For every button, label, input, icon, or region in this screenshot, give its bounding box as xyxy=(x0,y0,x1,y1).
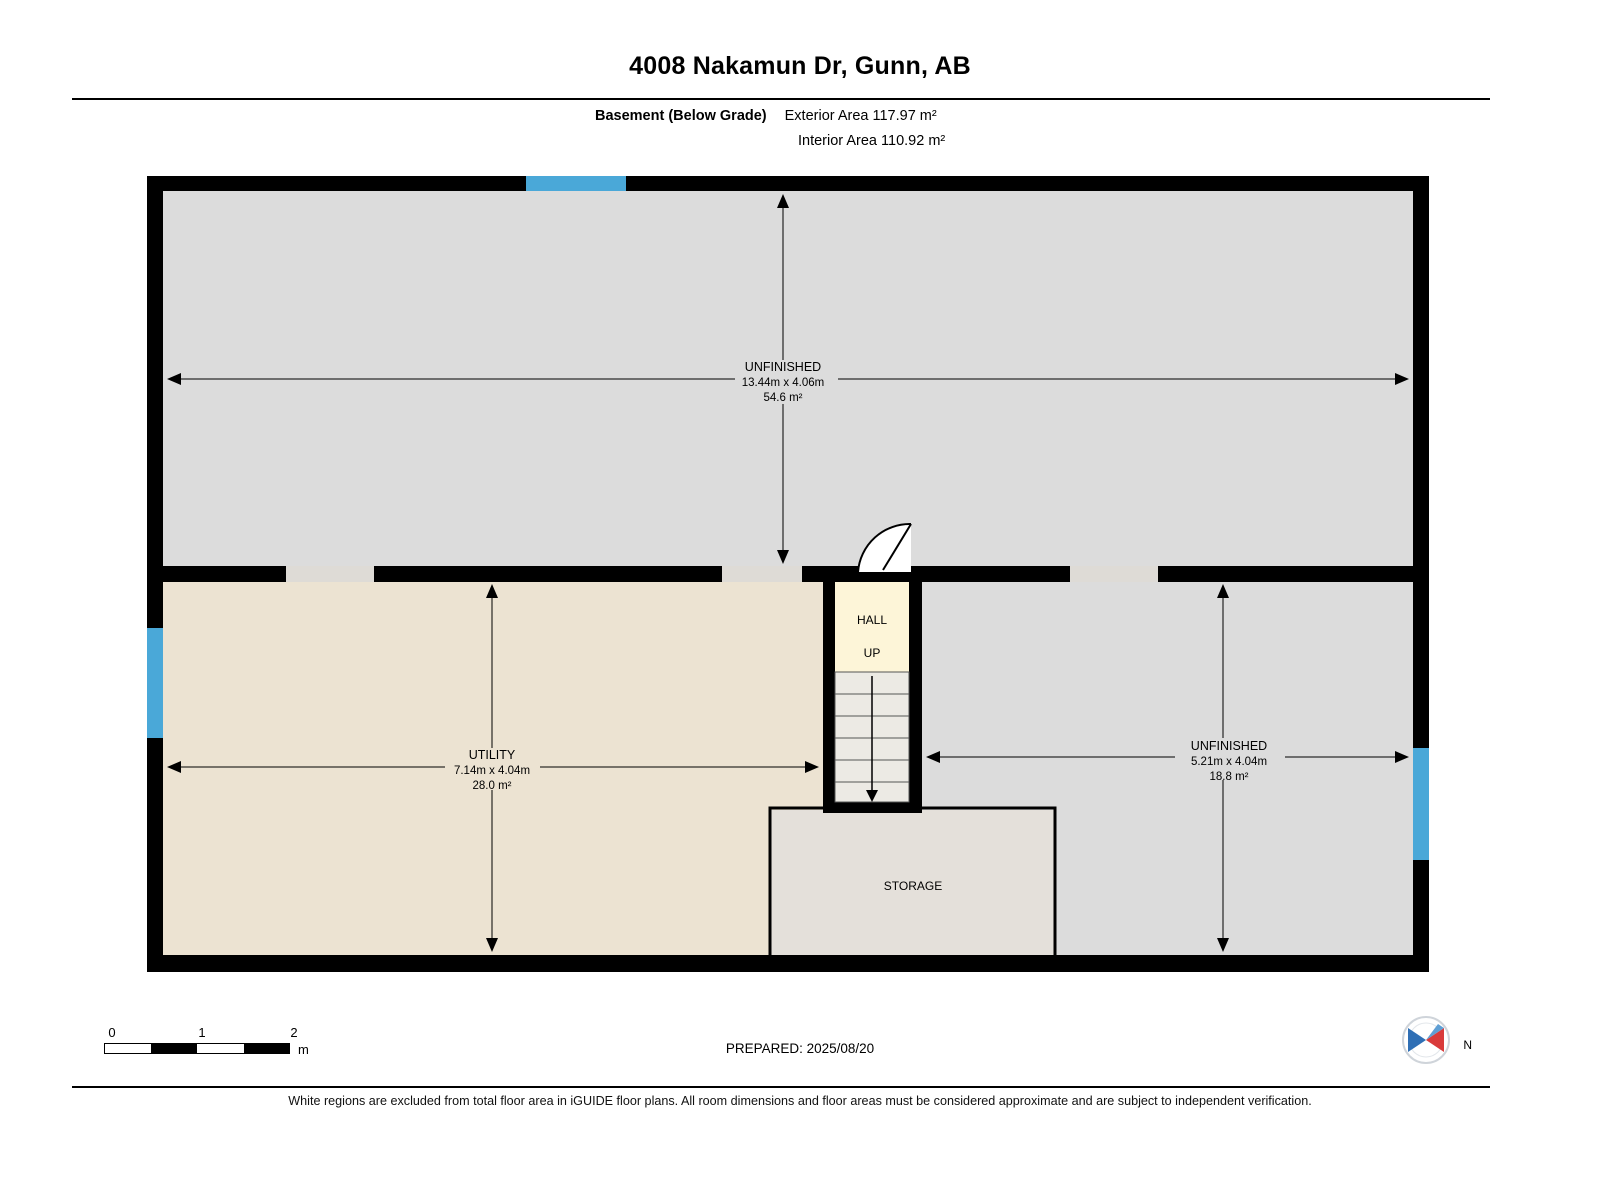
room-dimensions: 5.21m x 4.04m xyxy=(1190,756,1268,768)
window-right xyxy=(1413,748,1429,860)
room-dimensions: 13.44m x 4.06m xyxy=(741,377,825,389)
scale-tick-2: 2 xyxy=(290,1025,298,1040)
compass-rose xyxy=(1398,1012,1472,1068)
room-label-storage xyxy=(884,879,942,893)
room-name: UNFINISHED xyxy=(1190,739,1268,753)
doorway-gap-utility xyxy=(286,566,374,582)
room-name: UNFINISHED xyxy=(744,360,822,374)
wall-hall-right xyxy=(909,566,922,813)
room-dimensions: 7.14m x 4.04m xyxy=(453,765,531,777)
interior-area-label: Interior Area 110.92 m² xyxy=(798,133,946,149)
wall-exterior-bottom xyxy=(147,955,1429,972)
room-name: HALL xyxy=(856,613,888,627)
prepared-date: PREPARED: 2025/08/20 xyxy=(725,1041,875,1056)
window-top xyxy=(526,176,626,191)
scale-tick-0: 0 xyxy=(108,1025,116,1040)
window-left xyxy=(147,628,163,738)
room-name: STORAGE xyxy=(883,879,943,893)
wall-exterior-left xyxy=(147,176,163,972)
room-area: 28.0 m² xyxy=(472,780,512,792)
doorway-gap-unfinished-small xyxy=(1070,566,1158,582)
scale-tick-1: 1 xyxy=(198,1025,206,1040)
exterior-area-label: Exterior Area 117.97 m² xyxy=(784,108,937,124)
room-area: 18.8 m² xyxy=(1209,771,1249,783)
wall-hall-left xyxy=(823,578,835,813)
wall-exterior-top xyxy=(147,176,1429,191)
scale-unit-label: m xyxy=(298,1042,309,1057)
disclaimer-text: White regions are excluded from total floor area in iGUIDE floor plans. All room dimensions and floor areas must be considered approximate and are subject to independent verification. xyxy=(288,1094,1312,1108)
stairs-direction-label: UP xyxy=(863,646,881,660)
compass-north-label: N xyxy=(1463,1038,1472,1052)
page-title: 4008 Nakamun Dr, Gunn, AB xyxy=(629,52,971,80)
room-area: 54.6 m² xyxy=(763,392,803,404)
room-name: UTILITY xyxy=(468,748,516,762)
doorway-gap-hall xyxy=(722,566,802,582)
level-label: Basement (Below Grade) xyxy=(595,108,767,124)
footer-divider xyxy=(72,1086,1490,1088)
staircase xyxy=(835,672,909,802)
